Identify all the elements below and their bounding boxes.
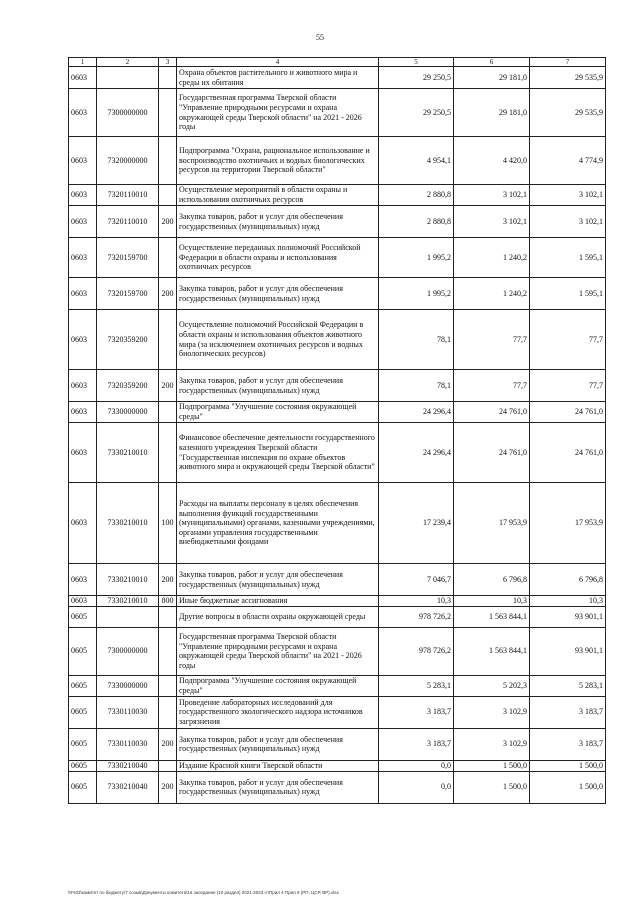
amount-col7-cell: 77,7 [530, 370, 606, 402]
amount-col5-cell: 2 880,8 [379, 206, 454, 238]
item-name-cell: Подпрограмма "Улучшение состояния окружающей среды" [177, 402, 379, 423]
page-number: 55 [316, 33, 324, 42]
section-code-cell: 0605 [69, 696, 97, 728]
amount-col6-cell: 6 796,8 [454, 564, 530, 596]
item-name-cell: Закупка товаров, работ и услуг для обеспечения государственных (муниципальных) нужд [177, 370, 379, 402]
target-article-cell: 7330210040 [97, 771, 159, 803]
expense-type-cell [159, 238, 177, 278]
target-article-cell: 7330210040 [97, 760, 159, 771]
section-code-cell: 0603 [69, 206, 97, 238]
target-article-cell: 7330000000 [97, 675, 159, 696]
section-code-cell: 0603 [69, 137, 97, 185]
section-code-cell: 0605 [69, 728, 97, 760]
amount-col6-cell: 1 500,0 [454, 760, 530, 771]
amount-col7-cell: 3 183,7 [530, 728, 606, 760]
header-cell-2: 2 [97, 58, 159, 67]
expense-type-cell: 200 [159, 771, 177, 803]
expense-type-cell: 200 [159, 564, 177, 596]
amount-col5-cell: 78,1 [379, 310, 454, 370]
section-code-cell: 0603 [69, 89, 97, 137]
amount-col6-cell: 1 563 844,1 [454, 606, 530, 627]
header-cell-5: 5 [379, 58, 454, 67]
amount-col7-cell: 4 774,9 [530, 137, 606, 185]
section-code-cell: 0603 [69, 596, 97, 607]
expense-type-cell: 200 [159, 728, 177, 760]
table-row [69, 696, 606, 728]
target-article-cell: 7320000000 [97, 137, 159, 185]
amount-col5-cell: 2 880,8 [379, 185, 454, 206]
amount-col5-cell: 24 296,4 [379, 423, 454, 483]
amount-col6-cell: 29 181,0 [454, 67, 530, 89]
expense-type-cell: 200 [159, 370, 177, 402]
target-article-cell: 7330210010 [97, 596, 159, 607]
item-name-cell: Иные бюджетные ассигнования [177, 596, 379, 607]
amount-col7-cell: 77,7 [530, 310, 606, 370]
amount-col7-cell: 1 595,1 [530, 238, 606, 278]
amount-col5-cell: 1 995,2 [379, 238, 454, 278]
table-row [69, 137, 606, 185]
expense-type-cell [159, 137, 177, 185]
expense-type-cell [159, 67, 177, 89]
target-article-cell: 7320110010 [97, 206, 159, 238]
amount-col7-cell: 3 102,1 [530, 206, 606, 238]
item-name-cell: Расходы на выплаты персоналу в целях обеспечения выполнения функций государственными (муниципальными) органами, казенными учреждениями, органами управления государственными внебюджетными фондами [177, 483, 379, 564]
amount-col7-cell: 3 183,7 [530, 696, 606, 728]
item-name-cell: Подпрограмма "Улучшение состояния окружающей среды" [177, 675, 379, 696]
target-article-cell [97, 67, 159, 89]
section-code-cell: 0603 [69, 370, 97, 402]
item-name-cell: Закупка товаров, работ и услуг для обеспечения государственных (муниципальных) нужд [177, 206, 379, 238]
amount-col7-cell: 24 761,0 [530, 423, 606, 483]
amount-col5-cell: 24 296,4 [379, 402, 454, 423]
amount-col6-cell: 3 102,1 [454, 206, 530, 238]
target-article-cell: 7330210010 [97, 564, 159, 596]
item-name-cell: Издание Красной книги Тверской области [177, 760, 379, 771]
section-code-cell: 0605 [69, 606, 97, 627]
amount-col5-cell: 3 183,7 [379, 696, 454, 728]
expense-type-cell: 100 [159, 483, 177, 564]
amount-col5-cell: 78,1 [379, 370, 454, 402]
amount-col5-cell: 1 995,2 [379, 278, 454, 310]
item-name-cell: Государственная программа Тверской области "Управление природными ресурсами и охрана окружающей среды Тверской области" на 2021 - 2026 годы [177, 89, 379, 137]
amount-col6-cell: 3 102,9 [454, 728, 530, 760]
table-row [69, 728, 606, 760]
header-cell-6: 6 [454, 58, 530, 67]
section-code-cell: 0603 [69, 185, 97, 206]
table-row [69, 760, 606, 771]
amount-col7-cell: 1 595,1 [530, 278, 606, 310]
amount-col6-cell: 1 563 844,1 [454, 627, 530, 675]
table-row [69, 185, 606, 206]
amount-col5-cell: 5 283,1 [379, 675, 454, 696]
target-article-cell: 7330110030 [97, 728, 159, 760]
section-code-cell: 0605 [69, 627, 97, 675]
amount-col5-cell: 0,0 [379, 771, 454, 803]
amount-col7-cell: 17 953,9 [530, 483, 606, 564]
section-code-cell: 0603 [69, 423, 97, 483]
table-row [69, 238, 606, 278]
amount-col6-cell: 77,7 [454, 310, 530, 370]
table-header-row [69, 58, 606, 67]
amount-col5-cell: 4 954,1 [379, 137, 454, 185]
item-name-cell: Проведение лабораторных исследований для государственного экологического надзора источников загрязнения [177, 696, 379, 728]
expense-type-cell [159, 696, 177, 728]
table-row [69, 310, 606, 370]
amount-col6-cell: 5 202,3 [454, 675, 530, 696]
table-row [69, 67, 606, 89]
amount-col7-cell: 93 901,1 [530, 606, 606, 627]
table-row [69, 370, 606, 402]
expense-type-cell [159, 760, 177, 771]
expense-type-cell [159, 310, 177, 370]
item-name-cell: Закупка товаров, работ и услуг для обеспечения государственных (муниципальных) нужд [177, 771, 379, 803]
expense-type-cell: 200 [159, 206, 177, 238]
item-name-cell: Государственная программа Тверской области "Управление природными ресурсами и охрана окружающей среды Тверской области" на 2021 - 2026 годы [177, 627, 379, 675]
section-code-cell: 0605 [69, 675, 97, 696]
amount-col6-cell: 1 240,2 [454, 278, 530, 310]
expense-type-cell: 200 [159, 278, 177, 310]
file-path-footer: \\Fs03\комитет по бюджету\7 созыв\Документы комитета\16 заседание (10 раздел) 2021-2023 гг\Прил 4 Прил 8 (РП, ЦСР, ВР).xlsx [68, 890, 339, 895]
table-row [69, 278, 606, 310]
table-row [69, 423, 606, 483]
expense-type-cell [159, 606, 177, 627]
target-article-cell: 7330210010 [97, 423, 159, 483]
target-article-cell: 7330210010 [97, 483, 159, 564]
item-name-cell: Охрана объектов растительного и животного мира и среды их обитания [177, 67, 379, 89]
amount-col5-cell: 978 726,2 [379, 627, 454, 675]
section-code-cell: 0603 [69, 483, 97, 564]
amount-col7-cell: 6 796,8 [530, 564, 606, 596]
target-article-cell: 7300000000 [97, 89, 159, 137]
amount-col6-cell: 24 761,0 [454, 402, 530, 423]
expense-type-cell: 800 [159, 596, 177, 607]
expense-type-cell [159, 185, 177, 206]
section-code-cell: 0603 [69, 238, 97, 278]
item-name-cell: Закупка товаров, работ и услуг для обеспечения государственных (муниципальных) нужд [177, 278, 379, 310]
section-code-cell: 0605 [69, 760, 97, 771]
amount-col7-cell: 1 500,0 [530, 771, 606, 803]
table-row [69, 483, 606, 564]
target-article-cell: 7330110030 [97, 696, 159, 728]
expense-type-cell [159, 627, 177, 675]
table-row [69, 596, 606, 607]
target-article-cell: 7320110010 [97, 185, 159, 206]
header-cell-1: 1 [69, 58, 97, 67]
item-name-cell: Другие вопросы в области охраны окружающей среды [177, 606, 379, 627]
amount-col6-cell: 17 953,9 [454, 483, 530, 564]
amount-col5-cell: 978 726,2 [379, 606, 454, 627]
expense-type-cell [159, 89, 177, 137]
amount-col7-cell: 1 500,0 [530, 760, 606, 771]
amount-col6-cell: 77,7 [454, 370, 530, 402]
section-code-cell: 0605 [69, 771, 97, 803]
item-name-cell: Осуществление полномочий Российской Федерации в области охраны и использования объектов животного мира (за исключением охотничьих ресурсов и водных биологических ресурсов) [177, 310, 379, 370]
table-row [69, 606, 606, 627]
amount-col5-cell: 17 239,4 [379, 483, 454, 564]
item-name-cell: Осуществление переданных полномочий Российской Федерации в области охраны и использования охотничьих ресурсов [177, 238, 379, 278]
section-code-cell: 0603 [69, 564, 97, 596]
amount-col7-cell: 10,3 [530, 596, 606, 607]
target-article-cell: 7320159700 [97, 278, 159, 310]
table-row [69, 771, 606, 803]
amount-col5-cell: 3 183,7 [379, 728, 454, 760]
amount-col6-cell: 10,3 [454, 596, 530, 607]
amount-col6-cell: 4 420,0 [454, 137, 530, 185]
amount-col6-cell: 29 181,0 [454, 89, 530, 137]
expense-type-cell [159, 423, 177, 483]
amount-col7-cell: 29 535,9 [530, 67, 606, 89]
table-row [69, 402, 606, 423]
table-row [69, 627, 606, 675]
item-name-cell: Закупка товаров, работ и услуг для обеспечения государственных (муниципальных) нужд [177, 728, 379, 760]
amount-col7-cell: 5 283,1 [530, 675, 606, 696]
amount-col6-cell: 3 102,9 [454, 696, 530, 728]
table-row [69, 675, 606, 696]
target-article-cell: 7320159700 [97, 238, 159, 278]
expense-type-cell [159, 402, 177, 423]
target-article-cell: 7320359200 [97, 370, 159, 402]
amount-col7-cell: 3 102,1 [530, 185, 606, 206]
header-cell-4: 4 [177, 58, 379, 67]
section-code-cell: 0603 [69, 402, 97, 423]
section-code-cell: 0603 [69, 278, 97, 310]
table-row [69, 564, 606, 596]
amount-col6-cell: 24 761,0 [454, 423, 530, 483]
amount-col7-cell: 29 535,9 [530, 89, 606, 137]
item-name-cell: Подпрограмма "Охрана, рациональное использование и воспроизводство охотничьих и водных биологических ресурсов на территории Тверской области" [177, 137, 379, 185]
header-cell-3: 3 [159, 58, 177, 67]
table-row [69, 206, 606, 238]
header-cell-7: 7 [530, 58, 606, 67]
amount-col7-cell: 93 901,1 [530, 627, 606, 675]
amount-col6-cell: 1 240,2 [454, 238, 530, 278]
expense-type-cell [159, 675, 177, 696]
target-article-cell [97, 606, 159, 627]
amount-col7-cell: 24 761,0 [530, 402, 606, 423]
amount-col5-cell: 7 046,7 [379, 564, 454, 596]
item-name-cell: Закупка товаров, работ и услуг для обеспечения государственных (муниципальных) нужд [177, 564, 379, 596]
amount-col5-cell: 29 250,5 [379, 67, 454, 89]
target-article-cell: 7320359200 [97, 310, 159, 370]
section-code-cell: 0603 [69, 310, 97, 370]
amount-col6-cell: 3 102,1 [454, 185, 530, 206]
amount-col6-cell: 1 500,0 [454, 771, 530, 803]
target-article-cell: 7330000000 [97, 402, 159, 423]
table-row [69, 89, 606, 137]
target-article-cell: 7300000000 [97, 627, 159, 675]
amount-col5-cell: 10,3 [379, 596, 454, 607]
item-name-cell: Осуществление мероприятий в области охраны и использования охотничьих ресурсов [177, 185, 379, 206]
section-code-cell: 0603 [69, 67, 97, 89]
amount-col5-cell: 29 250,5 [379, 89, 454, 137]
amount-col5-cell: 0,0 [379, 760, 454, 771]
budget-table [68, 57, 606, 804]
item-name-cell: Финансовое обеспечение деятельности государственного казенного учреждения Тверской области "Государственная инспекция по охране объектов животного мира и окружающей среды Тверской области" [177, 423, 379, 483]
